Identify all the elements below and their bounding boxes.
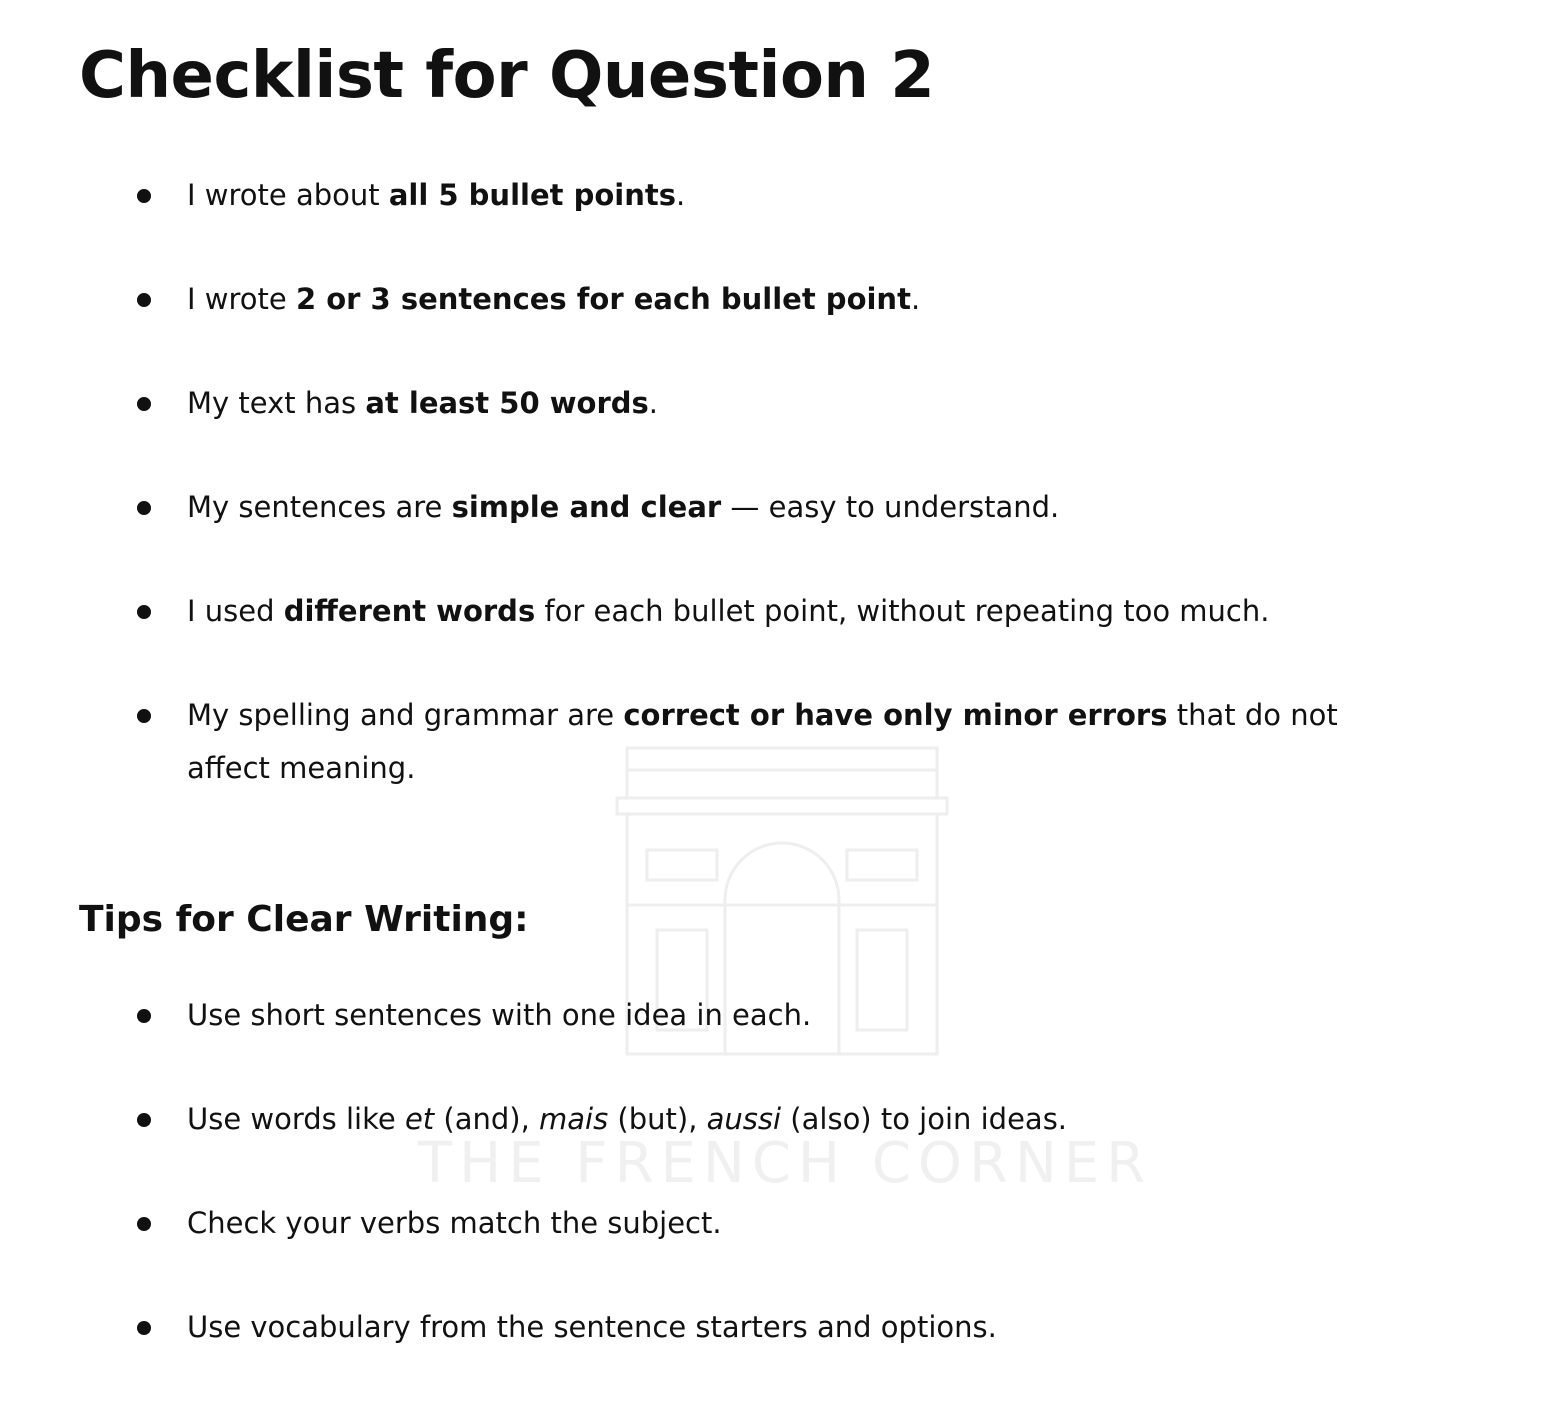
bullet-icon (137, 709, 151, 723)
list-item: Use words like et (and), mais (but), aussi (also) to join ideas. (79, 1093, 1417, 1146)
list-item: My spelling and grammar are correct or have only minor errors that do not affect meaning. (79, 689, 1417, 795)
bullet-icon (137, 189, 151, 203)
bullet-icon (137, 605, 151, 619)
list-item: I used different words for each bullet point, without repeating too much. (79, 585, 1417, 638)
list-item: I wrote 2 or 3 sentences for each bullet point. (79, 273, 1417, 326)
bullet-icon (137, 397, 151, 411)
list-item: Use short sentences with one idea in each. (79, 989, 1417, 1042)
list-item: Check your verbs match the subject. (79, 1197, 1417, 1250)
tips-list (79, 989, 1417, 1405)
list-item: My text has at least 50 words. (79, 377, 1417, 430)
bullet-icon (137, 1009, 151, 1023)
list-item: My sentences are simple and clear — easy to understand. (79, 481, 1417, 534)
watermark-text: THE FRENCH CORNER (417, 1131, 1153, 1196)
page-title: Checklist for Question 2 (79, 39, 935, 113)
list-item: I wrote about all 5 bullet points. (79, 169, 1417, 222)
bullet-icon (137, 293, 151, 307)
bullet-icon (137, 1217, 151, 1231)
list-item: Use vocabulary from the sentence starters and options. (79, 1301, 1417, 1354)
bullet-icon (137, 1321, 151, 1335)
checklist (79, 169, 1417, 846)
bullet-icon (137, 501, 151, 515)
bullet-icon (137, 1113, 151, 1127)
tips-heading: Tips for Clear Writing: (79, 899, 529, 940)
